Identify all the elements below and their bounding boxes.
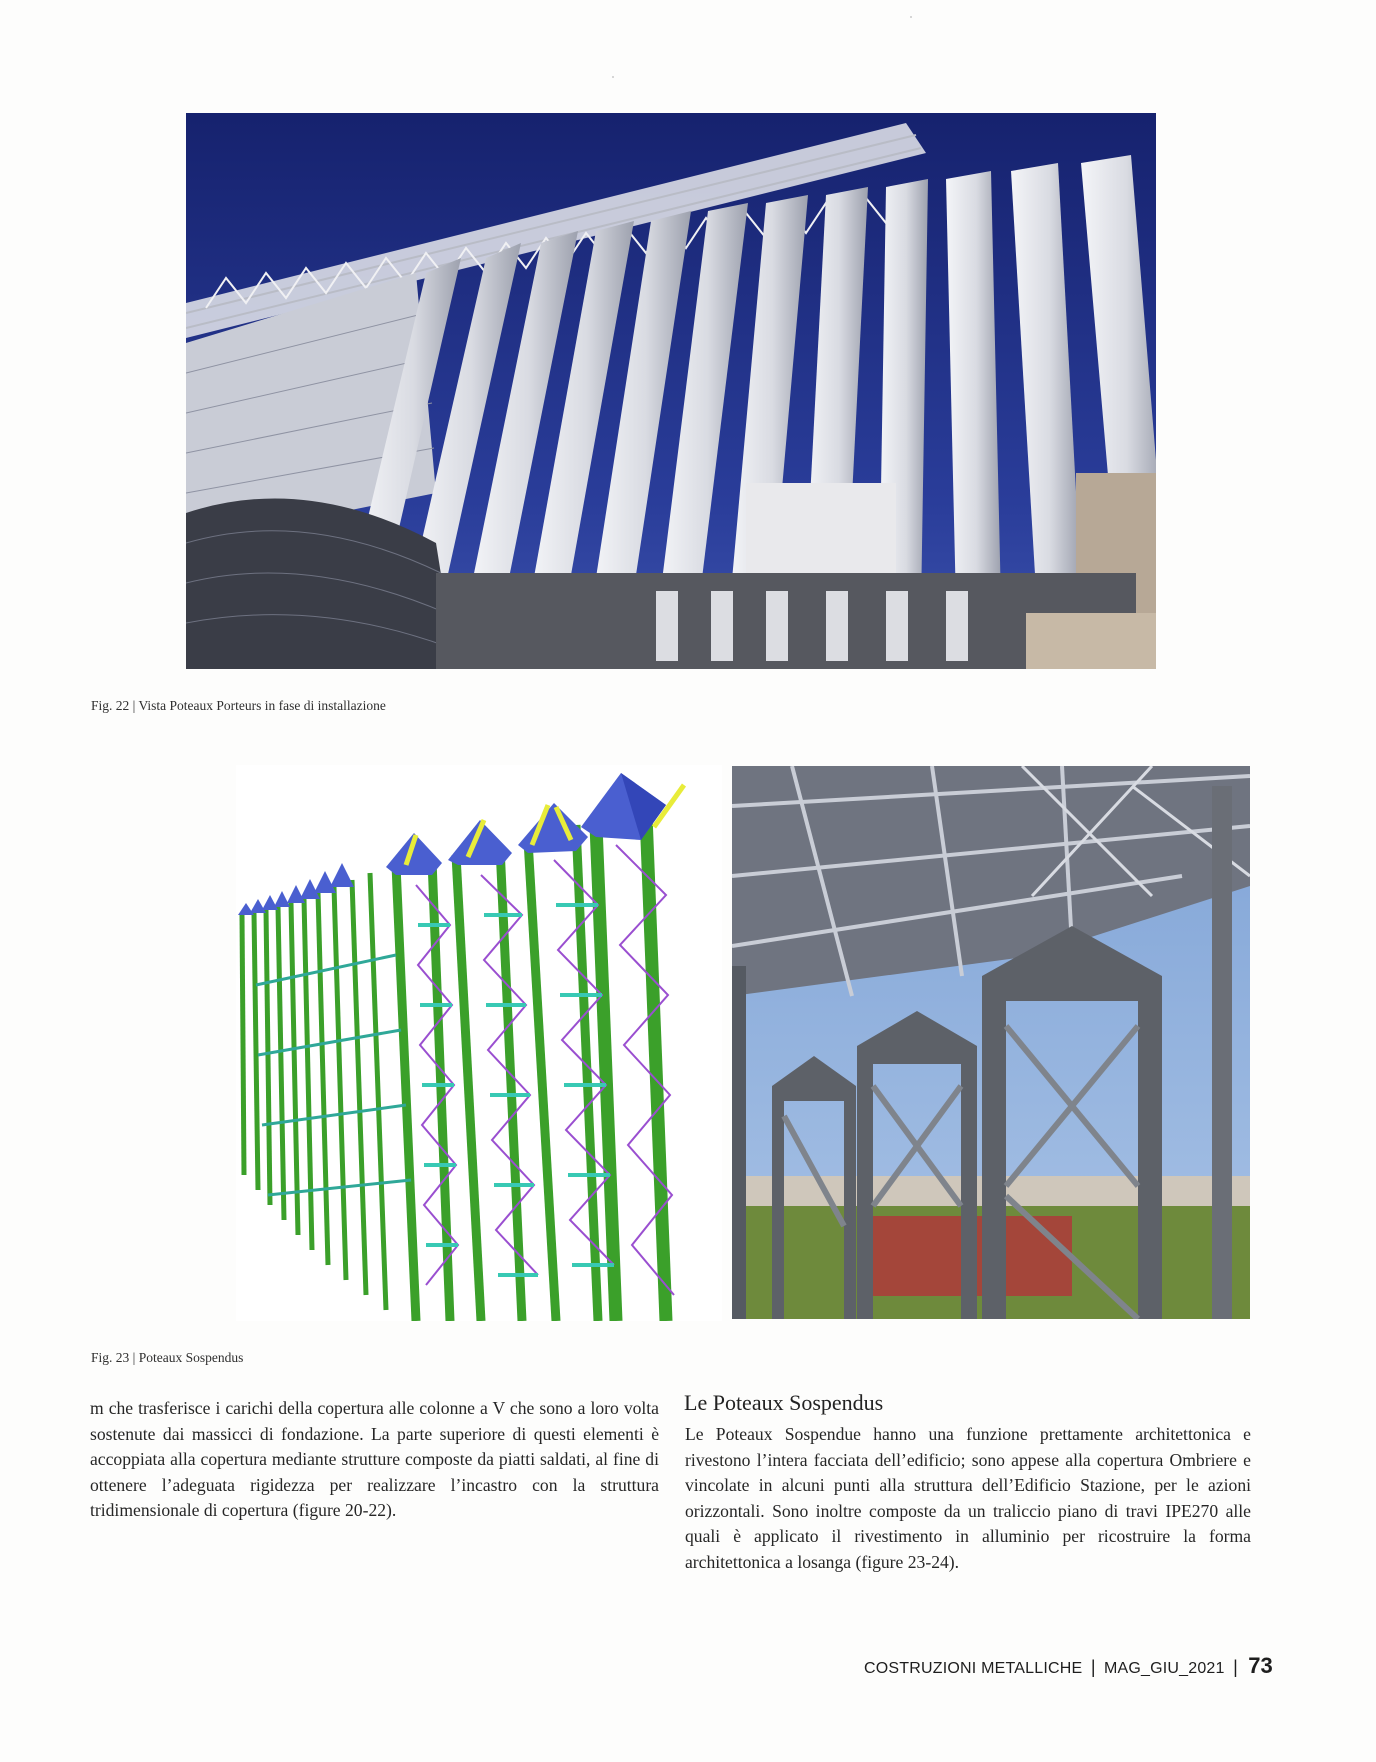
journal-name: COSTRUZIONI METALLICHE [864,1660,1083,1677]
footer-separator: | [1090,1657,1096,1677]
scan-speck [612,76,614,78]
figure-22-caption: Fig. 22 | Vista Poteaux Porteurs in fase di installazione [91,698,386,713]
figure-23-photo [732,766,1250,1319]
section-title: Le Poteaux Sospendus [684,1390,884,1415]
poteaux-sospendus-photo [732,766,1250,1319]
scan-speck [910,16,912,18]
issue-label: MAG_GIU_2021 [1103,1660,1225,1677]
left-column-paragraph: m che trasferisce i carichi della copertura alle colonne a V che sono a loro volta sostenute dai massicci di fondazione. La parte superiore di questi elementi è accoppiata alla copertura mediante strutture composte da piatti saldati, al fine di ottenere l’adeguata rigidezza per realizzare l’incastro con la struttura tridimensionale di copertura (figure 20-22). [90,1398,659,1520]
figure-23-caption: Fig. 23 | Poteaux Sospendus [91,1350,244,1365]
truss-model-render [236,765,722,1321]
right-column-paragraph: Le Poteaux Sospendue hanno una funzione prettamente architettonica e rivestono l’intera facciata dell’edificio; sono appese alla copertura Ombriere e vincolate in alcuni punti alla struttura dell’Edificio Stazione, per le azioni orizzontali. Sono inoltre composte da un traliccio piano di travi IPE270 alle quali è applicato il rivestimento in alluminio per ricostruire la forma architettonica a losanga (figure 23-24). [685,1424,1251,1572]
figure-22-photo [186,113,1156,669]
page-number: 73 [1248,1653,1273,1678]
poteaux-porteurs-photo [186,113,1156,669]
figure-23-structural-model [236,765,722,1321]
footer-separator: | [1233,1657,1238,1677]
page-footer [864,1653,1273,1679]
